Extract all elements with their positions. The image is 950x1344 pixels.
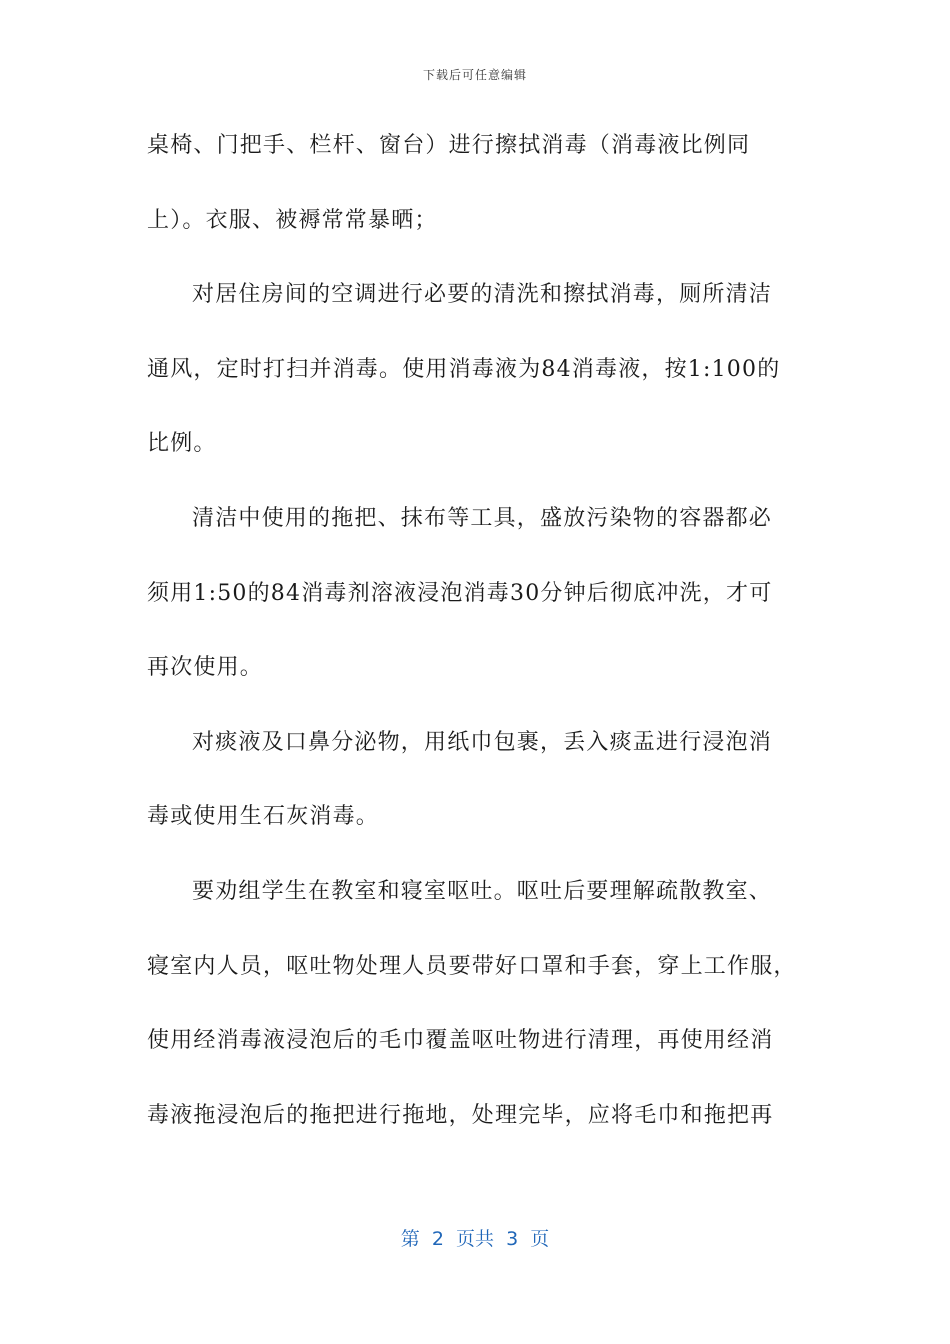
body-line: 桌椅、门把手、栏杆、窗台）进行擦拭消毒（消毒液比例同: [147, 133, 751, 158]
document-body: [147, 124, 807, 1168]
body-line: 毒或使用生石灰消毒。: [147, 804, 380, 830]
body-line: 寝室内人员，呕吐物处理人员要带好口罩和手套，穿上工作服，: [147, 953, 797, 979]
body-line: 要劝组学生在教室和寝室呕吐。呕吐后要理解疏散教室、: [192, 878, 773, 904]
body-line: 再次使用。: [147, 655, 264, 681]
page-number-footer: 第 2 页共 3 页: [400, 1228, 550, 1250]
body-line: 清洁中使用的拖把、抹布等工具，盛放污染物的容器都必: [192, 505, 773, 531]
body-line: 通风，定时打扫并消毒。使用消毒液为84消毒液，按1:100的: [147, 356, 781, 382]
body-line: 对痰液及口鼻分泌物，用纸巾包裹，丢入痰盂进行浸泡消: [192, 729, 773, 755]
body-line: 使用经消毒液浸泡后的毛巾覆盖呕吐物进行清理，再使用经消: [147, 1028, 774, 1054]
body-line: 上）。衣服、被褥常常暴晒；: [147, 207, 438, 233]
body-line: 比例。: [147, 431, 217, 457]
header-note: 下载后可任意编辑: [422, 68, 527, 82]
body-line: 对居住房间的空调进行必要的清洗和擦拭消毒，厕所清洁: [192, 282, 773, 308]
body-line: 须用1:50的84消毒剂溶液浸泡消毒30分钟后彻底冲洗，才可: [147, 580, 773, 606]
body-line: 毒液拖浸泡后的拖把进行拖地，处理完毕，应将毛巾和拖把再: [147, 1102, 774, 1128]
